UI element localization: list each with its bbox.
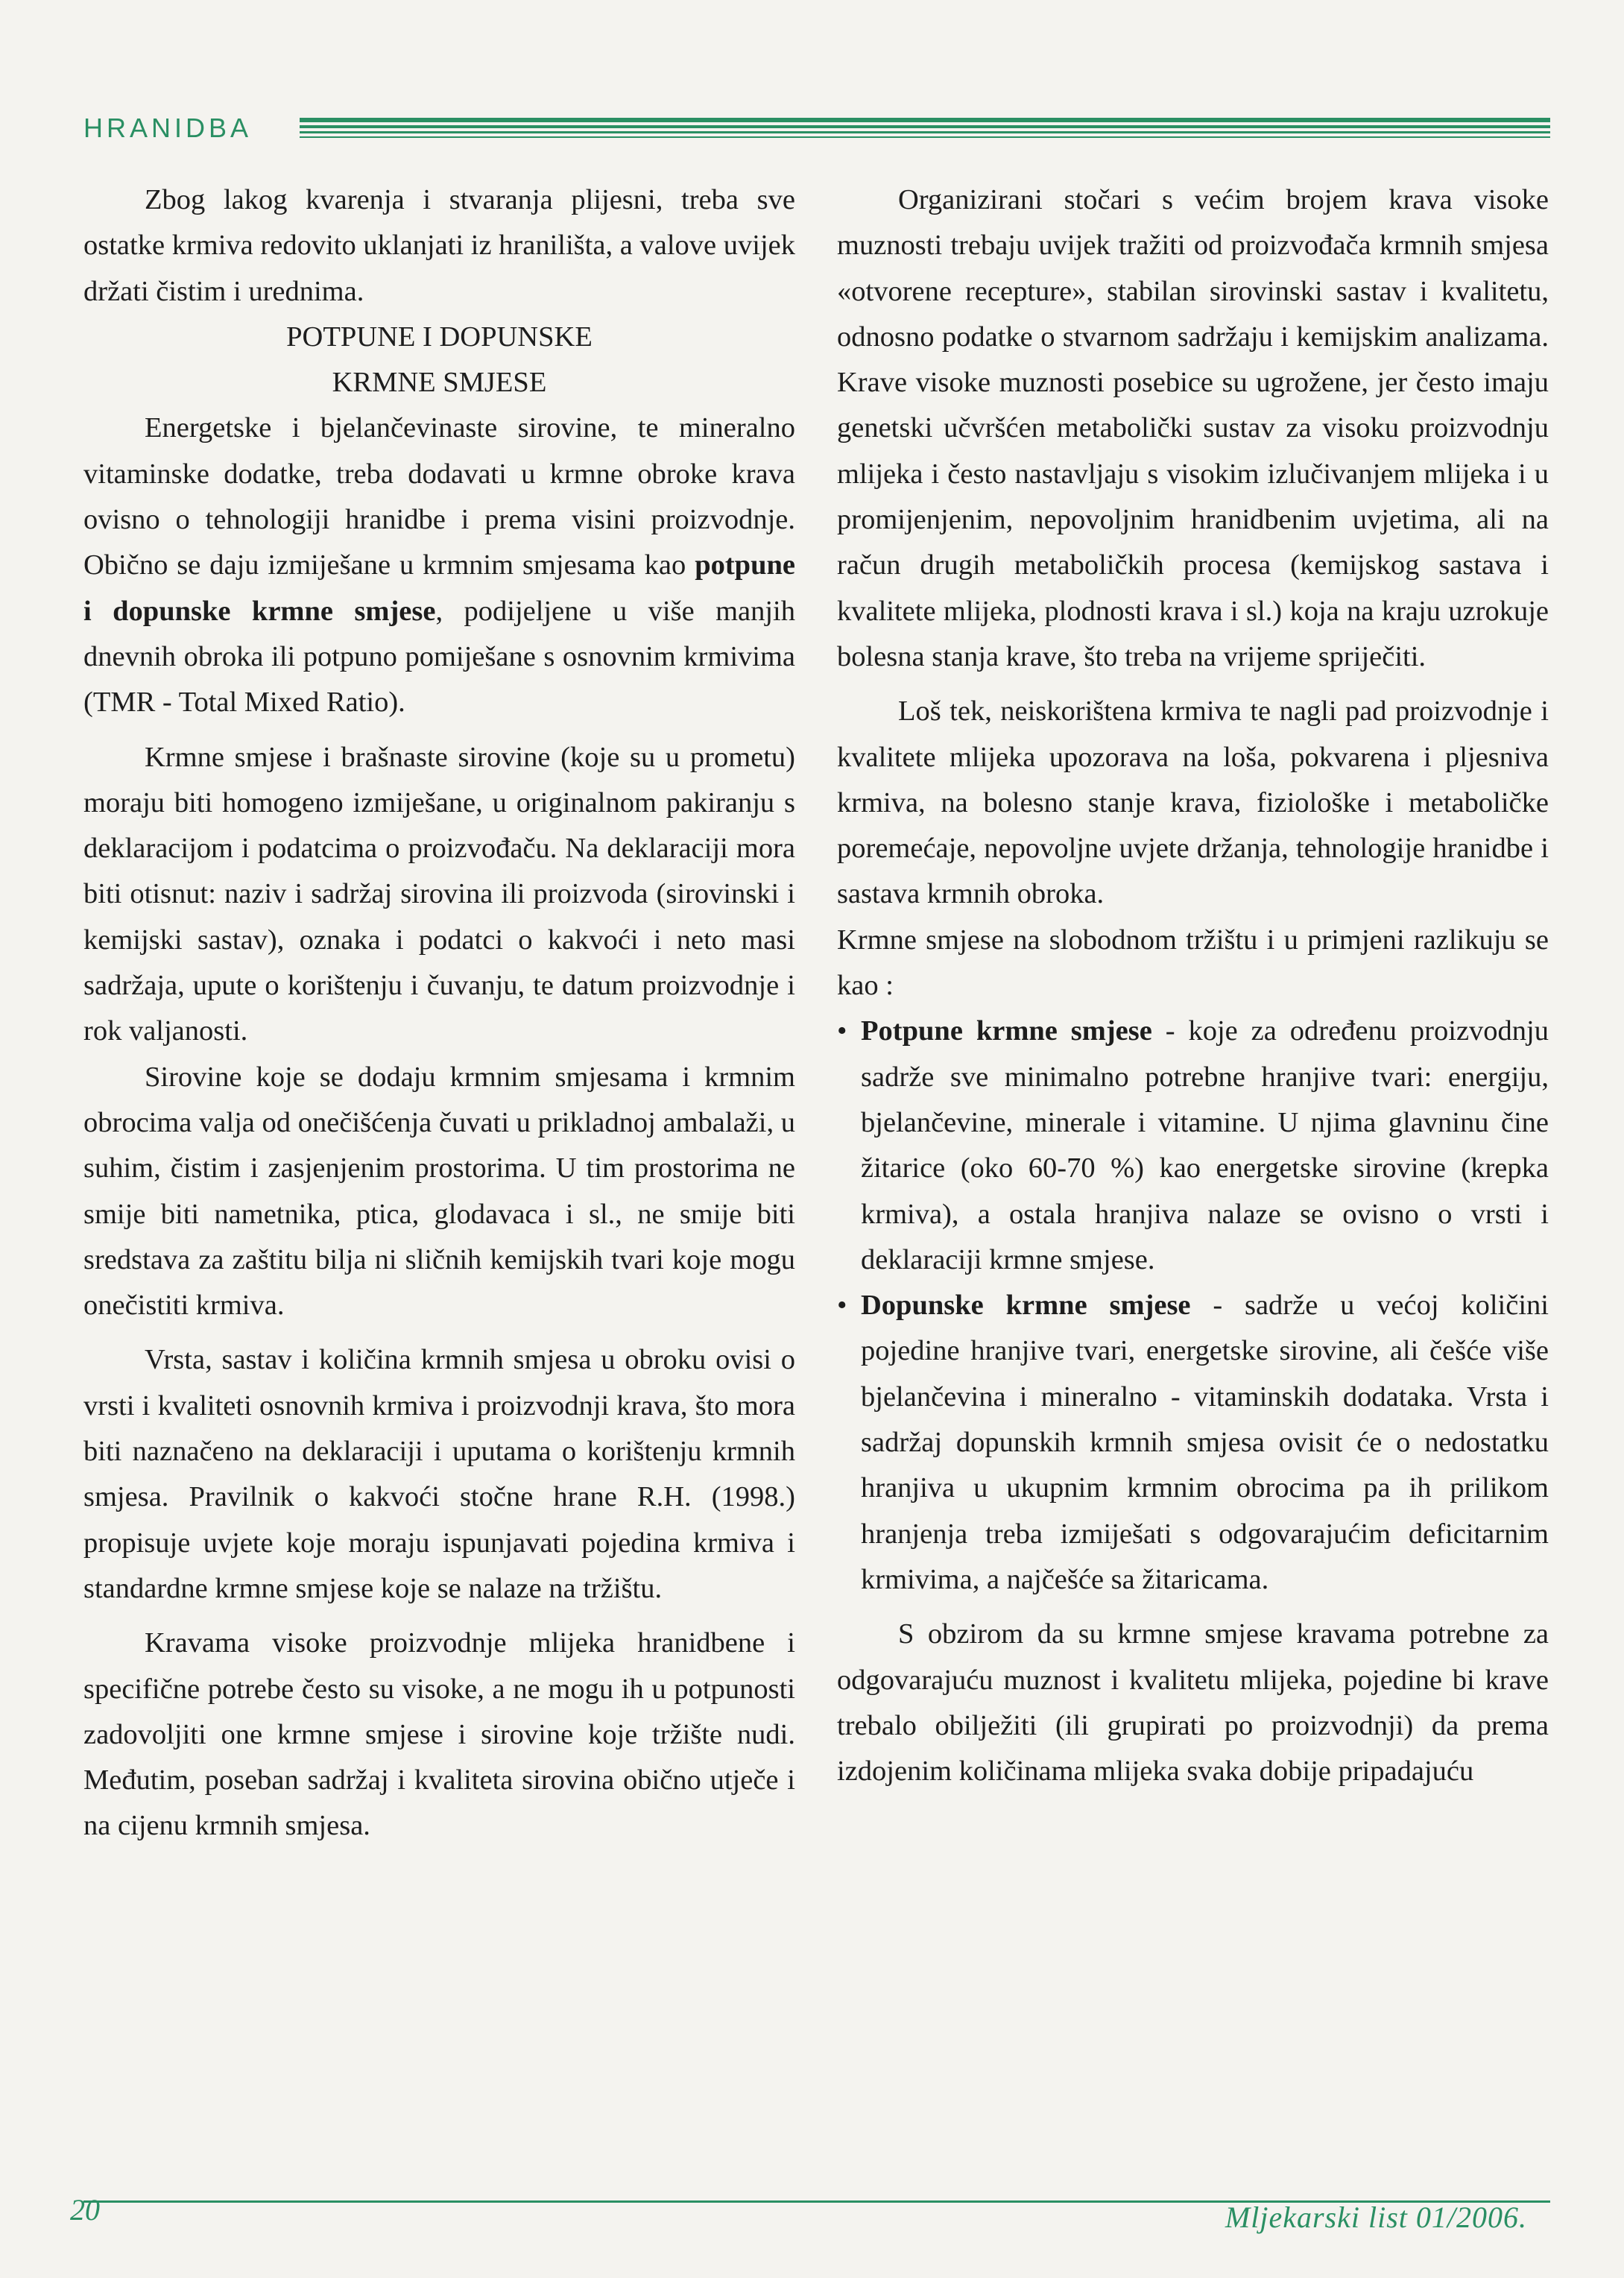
paragraph-text: , podijeljene u više manjih dnevnih obroka ili potpuno pomiješane s osnovnim krmivima (TMR - Total Mixed Ratio). — [83, 595, 796, 719]
list-item-text: - sadrže u većoj količini pojedine hranjive tvari, energetske sirovine, ali češće više bjelančevina i mineralno - vitaminskih dodataka. Vrsta i sadržaj dopunskih krmnih smjesa ovisit će o nedostatku hranjiva u ukupnim krmnim obrocima pa ih prilikom hranjenja treba izmiješati s odgovarajućim deficitarnim krmivima, a najčešće sa žitaricama. — [861, 1290, 1549, 1595]
paragraph: Sirovine koje se dodaju krmnim smjesama i krmnim obrocima valja od onečišćenja čuvati u prikladnoj ambalaži, u suhim, čistim i zasjenjenim prostorima. U tim prostorima ne smije biti nametnika, ptica, glodavaca i sl., ne smije biti sredstava za zaštitu bilja ni sličnih kemijskih tvari koje mogu onečistiti krmiva. — [83, 1061, 795, 1322]
section-heading-line: POTPUNE I DOPUNSKE — [286, 321, 593, 353]
header-rule — [300, 118, 1550, 140]
left-column — [83, 177, 795, 1849]
paragraph-text: Energetske i bjelančevinaste sirovine, te mineralno vitaminske dodatke, treba dodavati u krmne obroke krava ovisno o tehnologiji hranidbe i prema visini proizvodnje. Obično se daju izmiješane u krmnim smjesama kao — [83, 412, 795, 581]
bullet-icon: • — [837, 1015, 847, 1047]
header-rule-line — [300, 118, 1550, 122]
page-number: 20 — [70, 2193, 100, 2227]
header-rule-line — [300, 125, 1550, 128]
header-rule-line — [300, 136, 1550, 138]
journal-title: Mljekarski list 01/2006. — [1225, 2200, 1527, 2234]
paragraph: Krmne smjese na slobodnom tržištu i u primjeni razlikuju se kao : — [837, 924, 1549, 1002]
paragraph: S obzirom da su krmne smjese kravama potrebne za odgovarajuću muznost i kvalitetu mlijeka, pojedine bi krave trebalo obilježiti (ili grupirati po proizvodnji) da prema izdojenim količinama mlijeka svaka dobije pripadajuću — [837, 1618, 1549, 1788]
list-item-body — [861, 1009, 1549, 1283]
section-label: HRANIDBA — [83, 113, 253, 143]
bold-term: Potpune krmne smjese — [861, 1015, 1152, 1047]
paragraph: Kravama visoke proizvodnje mlijeka hranidbene i specifične potrebe često su visoke, a ne mogu ih u potpunosti zadovoljiti one krmne smjese i sirovine koje tržište nudi. Međutim, poseban sadržaj i kvaliteta sirovina obično utječe i na cijenu krmnih smjesa. — [83, 1627, 795, 1842]
paragraph: Zbog lakog kvarenja i stvaranja plijesni, treba sve ostatke krmiva redovito uklanjati iz hranilišta, a valove uvijek držati čistim i urednima. — [83, 184, 795, 307]
paragraph: Organizirani stočari s većim brojem krava visoke muznosti trebaju uvijek tražiti od proizvođača krmnih smjesa «otvorene recepture», stabilan sirovinski sastav i kvalitetu, odnosno podatke o stvarnom sadržaju i kemijskim analizama. Krave visoke muznosti posebice su ugrožene, jer često imaju genetski učvršćen metabolički sustav za visoku proizvodnju mlijeka i često nastavljaju s visokim izlučivanjem mlijeka i u promijenjenim, nepovoljnim hranidbenim uvjetima, ali na račun drugih metaboličkih procesa (kemijskog sastava i kvalitete mlijeka, plodnosti krava i sl.) koja na kraju uzrokuje bolesna stanja krave, što treba na vrijeme spriječiti. — [837, 184, 1549, 672]
section-heading-line: KRMNE SMJESE — [332, 367, 547, 399]
right-column — [837, 177, 1549, 1794]
list-item-body — [861, 1283, 1549, 1603]
list-item — [837, 1009, 1549, 1283]
header-rule-line — [300, 131, 1550, 133]
page-header — [83, 112, 1550, 145]
bullet-icon: • — [837, 1290, 847, 1322]
paragraph: Krmne smjese i brašnaste sirovine (koje su u prometu) moraju biti homogeno izmiješane, u originalnom pakiranju s deklaracijom i podatcima o proizvođaču. Na deklaraciji mora biti otisnut: naziv i sadržaj sirovina ili proizvoda (sirovinski i kemijski sastav), oznaka i podatci o kakvoći i neto masi sadržaja, upute o korištenju i čuvanju, te datum proizvodnje i rok valjanosti. — [83, 741, 795, 1047]
paragraph: Loš tek, neiskorištena krmiva te nagli pad proizvodnje i kvalitete mlijeka upozorava na loša, pokvarena i pljesniva krmiva, na bolesno stanje krava, fiziološke i metaboličke poremećaje, nepovoljne uvjete držanja, tehnologije hranidbe i sastava krmnih obroka. — [837, 695, 1549, 910]
paragraph — [83, 406, 795, 725]
list-item-text: - koje za određenu proizvodnju sadrže sve minimalno potrebne hranjive tvari: energiju, bjelančevine, minerale i vitamine. U njima glavninu čine žitarice (oko 60-70 %) kao energetske sirovine (krepka krmiva), a ostala hranjiva nalaze se ovisno o vrsti i deklaraciji krmne smjese. — [861, 1015, 1549, 1275]
bold-term: Dopunske krmne smjese — [861, 1290, 1191, 1322]
list-item — [837, 1283, 1549, 1603]
paragraph: Vrsta, sastav i količina krmnih smjesa u obroku ovisi o vrsti i kvaliteti osnovnih krmiva i proizvodnji krava, što mora biti naznačeno na deklaraciji i uputama o korištenju krmnih smjesa. Pravilnik o kakvoći stočne hrane R.H. (1998.) propisuje uvjete koje moraju ispunjavati pojedina krmiva i standardne krmne smjese koje se nalaze na tržištu. — [83, 1344, 795, 1604]
bold-term: potpune i dopunske krmne smjese — [83, 549, 796, 627]
